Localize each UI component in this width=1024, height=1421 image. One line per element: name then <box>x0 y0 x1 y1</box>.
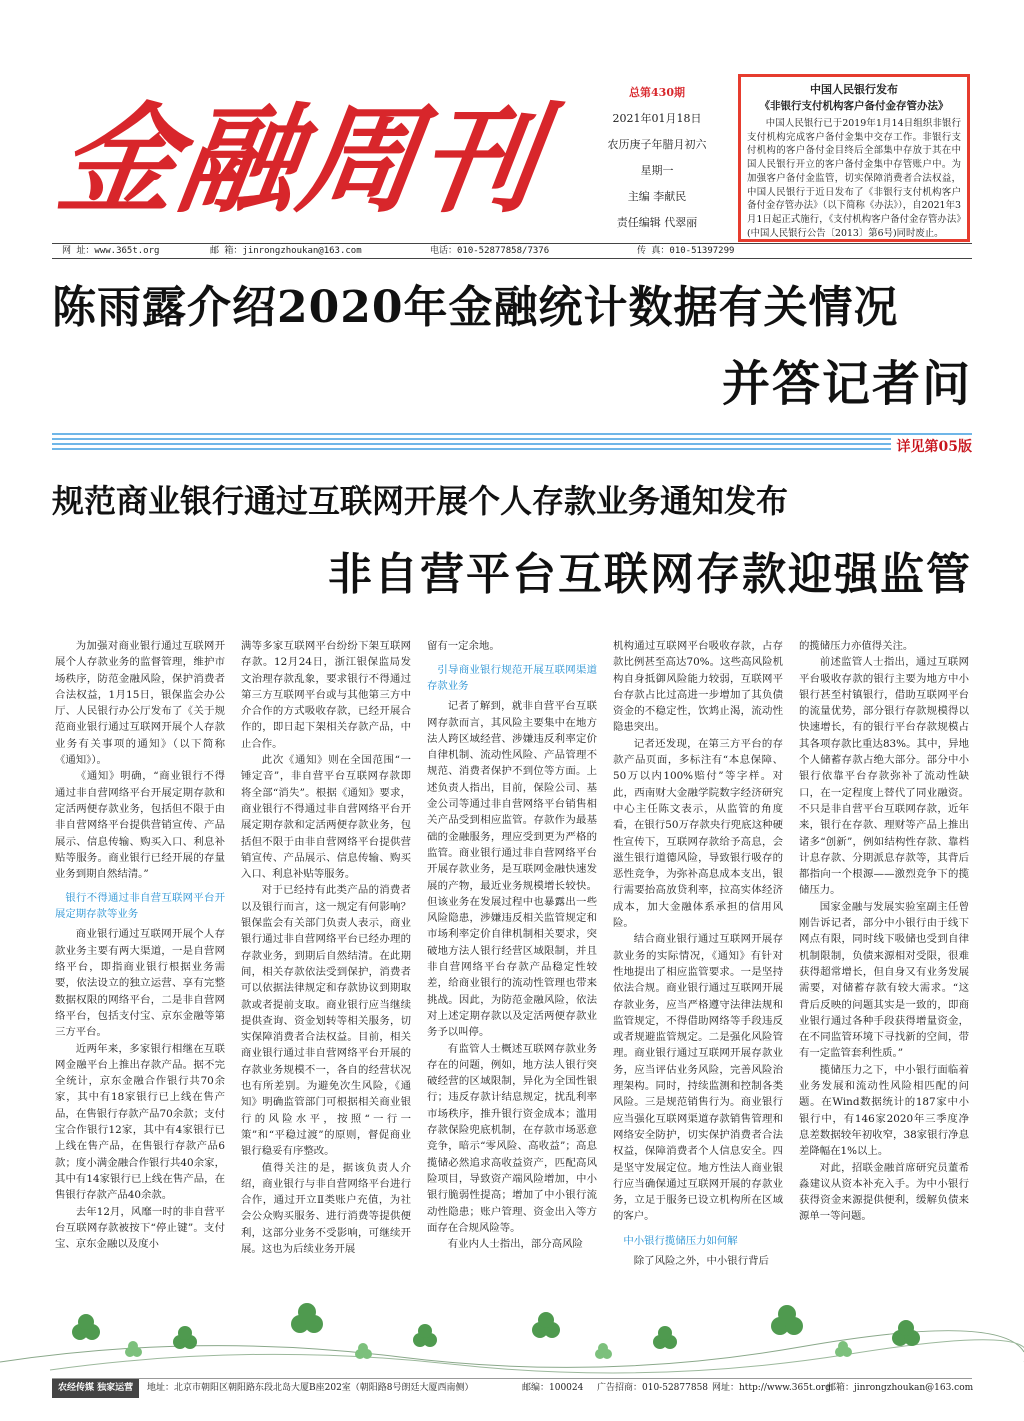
notice-body: 中国人民银行已于2019年1月14日组织非银行支付机构完成客户备付金集中交存工作。非银行支付机构的客户备付金目终后全部集中存放于其在中国人民银行开立的客户备付金集中存管账户中。为加强客户备付金监管，切实保障消费者合法权益，中国人民银行于近日发布了《非银行支付机构客户备付金存管办法》（以下简称《办法》），自2021年3月1日起正式施行，《支付机构客户备付金存管办法》(中国人民银行公告〔2013〕第6号)同时废止。 <box>747 118 961 239</box>
notice-box <box>738 74 970 242</box>
contact-bar <box>52 243 972 259</box>
headline-main-sub: 并答记者问 <box>721 356 972 412</box>
notice-title: 中国人民银行发布 <box>810 83 898 96</box>
issue-number: 总第430期 <box>629 86 685 99</box>
article-paragraph: 结合商业银行通过互联网开展存款业务的实际情况，《通知》有针对性地提出了相应监管要求。一是坚持依法合规。商业银行通过互联网开展存款业务，应当严格遵守法律法规和监管规定，不得借助网络等手段违反或者规避监管规定。二是强化风险管理。商业银行通过互联网开展存款业务，应当评估业务风险，完善风险治理架构。同时，持续监测和控制各类风险。三是规范销售行为。商业银行应当强化互联网渠道存款销售管理和网络安全防护，切实保护消费者合法权益，保障消费者个人信息安全。四是坚守发展定位。地方性法人商业银行应当确保通过互联网开展的存款业务，立足于服务已设立机构所在区域的客户。 <box>613 933 783 1223</box>
article-paragraph: 去年12月，风靡一时的非自营平台互联网存款被按下“停止键”。支付宝、京东金融以及度小 <box>55 1205 225 1251</box>
article-paragraph: 对于已经持有此类产品的消费者以及银行而言，这一规定有何影响？银保监会有关部门负责人表示，商业银行通过非自营网络平台已经办理的存款业务，到期后自然结清。在此期间，相关存款依法受到保护，消费者可以依据法律规定和存款协议到期取款或者提前支取。商业银行应当继续提供查询、资金划转等相关服务，切实保障消费者合法权益。目前，相关商业银行通过非自营网络平台开展的存款业务规模不一，各自的经营状况也有所差别。为避免次生风险，《通知》明确监管部门可根据相关商业银行的风险水平，按照“一行一策”和“平稳过渡”的原则，督促商业银行稳妥有序整改。 <box>241 884 411 1158</box>
article-paragraph: 揽储压力之下，中小银行面临着业务发展和流动性风险相匹配的问题。在Wind数据统计的187家中小银行中，有146家2020年三季度净息差数据较年初收窄，38家银行净息差降幅在1%以上。 <box>799 1063 969 1158</box>
article-paragraph: 近两年来，多家银行相继在互联网金融平台上推出存款产品。据不完全统计，京东金融合作银行共70余家，其中有18家银行已上线在售产品，在售银行存款产品70余款；支付宝合作银行12家，其中有4家银行已上线在售产品，在售银行存款产品6款；度小满金融合作银行共40余家，其中有14家银行已上线在售产品，在售银行存款产品40余款。 <box>55 1042 225 1202</box>
article-paragraph: 前述监管人士指出，通过互联网平台吸收存款的银行主要为地方中小银行甚至村镇银行，借助互联网平台的流量优势，部分银行存款规模得以快速增长，有的银行平台存款规模占其各项存款比重达83%。其中，异地个人储蓄存款占绝大部分。部分中小银行依靠平台存款弥补了流动性缺口，在一定程度上替代了同业融资。不只是非自营平台互联网存款，近年来，银行在存款、理财等产品上推出诸多“创新”，例如结构性存款、靠档计息存款、分期派息存款等，其背后都指向一个根源——激烈竞争下的揽储压力。 <box>799 656 969 897</box>
article-paragraph: 为加强对商业银行通过互联网开展个人存款业务的监督管理，维护市场秩序，防范金融风险，保护消费者合法权益，1月15日，银保监会办公厅、人民银行办公厅发布了《关于规范商业银行通过互联网开展个人存款业务有关事项的通知》（以下简称《通知》）。 <box>55 640 225 767</box>
article-column-3 <box>427 638 597 1298</box>
footer-bar <box>52 1378 972 1398</box>
article-paragraph: 机构通过互联网平台吸收存款，占存款比例甚至高达70%。这些高风险机构自身抵御风险能力较弱，互联网平台存款占比过高进一步增加了其负债资金的不稳定性，饮鸩止渴，流动性隐患突出。 <box>613 640 783 734</box>
article-column-4 <box>613 638 783 1298</box>
issue-date: 2021年01月18日 <box>612 112 702 125</box>
article-paragraph: 此次《通知》则在全国范围“一锤定音”，非自营平台互联网存款即将全部“消失”。根据《通知》要求，商业银行不得通过非自营网络平台开展定期存款和定活两便存款业务，包括但不限于由非自营网络平台提供营销宣传、产品展示、信息传输、购买入口、利息补贴等服务。 <box>241 754 411 881</box>
article-paragraph: 留有一定余地。 <box>427 640 500 652</box>
lunar-date: 农历庚子年腊月初六 <box>607 138 707 151</box>
footer-postcode: 邮编：100024 <box>522 1383 584 1393</box>
footer-ads: 广告招商：010-52877858 <box>597 1383 709 1393</box>
article-paragraph: 国家金融与发展实验室副主任曾刚告诉记者，部分中小银行由于线下网点有限，同时线下吸储也受到自律机制限制，负债来源相对受限，很难获得超常增长，但自身又有业务发展需要，对储蓄存款有较大需求。“这背后反映的问题其实是一致的，即商业银行通过各种手段获得增量资金，在不同监管环境下寻找新的空间，带有一定监管套利性质。” <box>799 900 969 1060</box>
issue-info <box>592 80 722 236</box>
article-paragraph: 有业内人士指出，部分高风险 <box>447 1238 583 1251</box>
article-paragraph: 记者了解到，就非自营平台互联网存款而言，其风险主要集中在地方法人跨区域经营、涉嫌违反利率定价自律机制、流动性风险、产品管理不规范、消费者保护不到位等方面。上述负责人指出，目前，保险公司、基金公司等通过非自营网络平台销售相关产品受到相应监管。存款作为最基础的金融服务，理应受到更为严格的监管。商业银行通过非自营网络平台开展存款业务，是互联网金融快速发展的产物，最近业务规模增长较快。但该业务在发展过程中也暴露出一些风险隐患，涉嫌违反相关监管规定和市场利率定价自律机制相关要求，突破地方法人银行经营区域限制，并且非自营网络平台存款产品稳定性较差，给商业银行的流动性管理也带来挑战。因此，为防范金融风险，依法对上述定期存款以及定活两便存款业务予以叫停。 <box>427 700 597 1039</box>
footer-email[interactable]: 邮箱：jinrongzhoukan@163.com <box>827 1383 974 1393</box>
article-paragraph: 有监管人士概述互联网存款业务存在的问题，例如，地方法人银行突破经营的区域限制，异化为全国性银行；违反存款计结息规定，扰乱利率市场秩序，推升银行资金成本；滥用存款保险兜底机制，在存款市场恶意竞争，暗示“零风险、高收益”；高息揽储必然追求高收益资产，匹配高风险项目，导致资产端风险增加，中小银行脆弱性提高；增加了中小银行流动性隐患；账户管理、资金出入等方面存在合规风险等。 <box>427 1042 597 1234</box>
article-column-1 <box>55 638 225 1298</box>
notice-subtitle: 《非银行支付机构客户备付金存管办法》 <box>759 100 949 112</box>
contact-email[interactable]: 邮 箱：jinrongzhoukan@163.com <box>210 246 362 256</box>
see-page-link[interactable]: 详见第05版 <box>891 436 972 456</box>
headline-second-sub: 非自营平台互联网存款迎强监管 <box>328 549 972 600</box>
article-paragraph: 值得关注的是，据该负责人介绍，商业银行与非自营网络平台进行合作，通过开立Ⅱ类账户充值，为社会公众购买服务、进行消费等提供便利，这部分业务不受影响，可继续开展。这也为后续业务开展 <box>241 1161 411 1255</box>
contact-fax: 传 真：010-51397299 <box>637 246 735 256</box>
article-paragraph: 记者还发现，在第三方平台的存款产品页面，多标注有“本息保障、50万以内100%赔付”等字样。对此，西南财大金融学院数字经济研究中心主任陈文表示，从监管的角度看，在银行50万存款央行兜底这种硬性宣传下，互联网存款给予高息，会滋生银行道德风险，导致银行吸存的恶性竞争，为弥补高息成本支出，银行需要抬高放贷利率，拉高实体经济成本，加大金融体系承担的信用风险。 <box>613 737 783 930</box>
contact-phone: 电话：010-52877858/7376 <box>430 246 550 256</box>
article-paragraph: 商业银行通过互联网开展个人存款业务主要有两大渠道，一是自营网络平台，即指商业银行根据业务需要，依法设立的独立运营、享有完整数据权限的网络平台，二是非自营网络平台，包括支付宝、京东金融等第三方平台。 <box>55 928 225 1039</box>
article-paragraph: 《通知》明确，“商业银行不得通过非自营网络平台开展定期存款和定活两便存款业务，包括但不限于由非自营网络平台提供营销宣传、产品展示、信息传输、购买入口、利息补贴等服务。商业银行已经开展的存量业务到期自然结清。” <box>55 770 225 881</box>
article-column-5 <box>799 638 969 1298</box>
duty-editor: 责任编辑 代翠丽 <box>616 216 698 229</box>
article-subheading: 银行不得通过非自营互联网平台开展定期存款等业务 <box>55 892 225 921</box>
article-paragraph: 的揽储压力亦值得关注。 <box>799 640 914 652</box>
masthead-title: 金融周刊 <box>50 90 550 229</box>
article-subheading: 引导商业银行规范开展互联网渠道存款业务 <box>427 664 597 693</box>
separator-lines <box>52 433 972 453</box>
footer-address: 地址：北京市朝阳区朝阳路东段北岛大厦B座202室（朝阳路8号朗廷大厦西南侧） <box>147 1383 474 1393</box>
footer-brand: 农经传媒 独家运营 <box>52 1379 139 1398</box>
headline-main: 陈雨露介绍2020年金融统计数据有关情况 <box>52 282 899 333</box>
article-column-2 <box>241 638 411 1298</box>
article-body <box>55 638 969 1298</box>
weekday: 星期一 <box>640 164 674 177</box>
contact-website[interactable]: 网 址：www.365t.org <box>62 246 160 256</box>
article-paragraph: 除了风险之外，中小银行背后 <box>633 1254 769 1267</box>
footer-website[interactable]: 网址：http://www.365t.org <box>712 1383 831 1393</box>
clover-decoration <box>0 1302 1024 1374</box>
article-subheading: 中小银行揽储压力如何解 <box>623 1234 738 1247</box>
headline-second: 规范商业银行通过互联网开展个人存款业务通知发布 <box>52 482 789 520</box>
article-paragraph: 对此，招联金融首席研究员董希淼建议从资本补充入手。为中小银行获得资金来源提供便利，缓解负债来源单一等问题。 <box>799 1161 969 1223</box>
chief-editor: 主编 李献民 <box>627 190 687 203</box>
article-paragraph: 满等多家互联网平台纷纷下架互联网存款。12月24日，浙江银保监局发文治理存款乱象，要求银行不得通过第三方互联网平台或与其他第三方中介合作的方式吸收存款，已经开展合作的，即日起下架相关存款产品，中止合作。 <box>241 640 411 750</box>
